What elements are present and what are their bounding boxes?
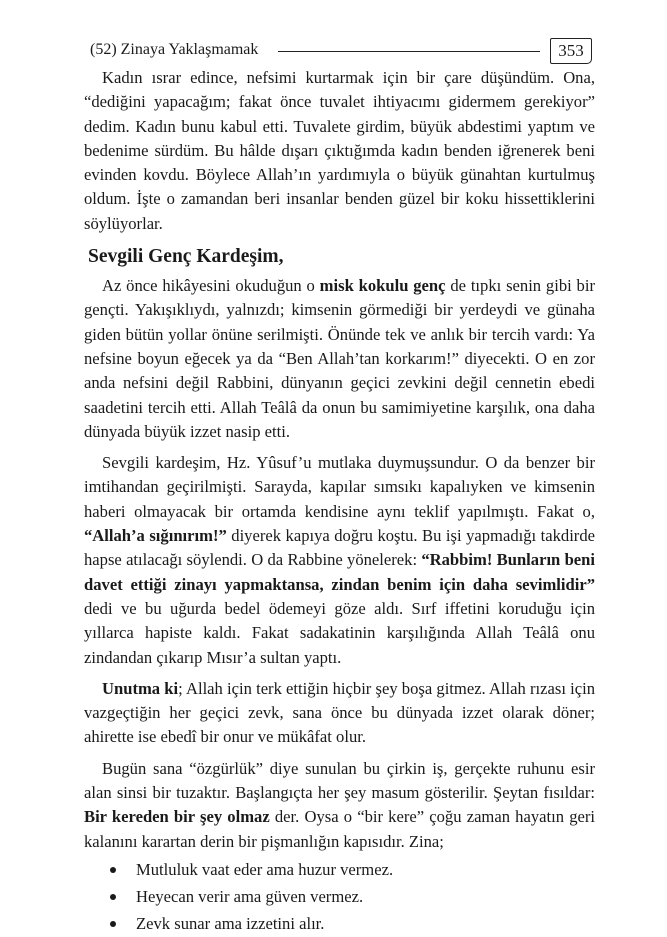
list-item: Mutluluk vaat eder ama huzur vermez. — [136, 856, 595, 883]
page-header — [90, 38, 592, 66]
bold-quote: “Rabbim! Bunların beni davet ettiği zinayı yapmaktansa, zindan benim için daha sevimlidir” — [84, 550, 595, 594]
list-item: Zevk sunar ama izzetini alır. — [136, 910, 595, 937]
page-body — [84, 66, 595, 937]
bold-text: Unutma ki — [102, 678, 179, 698]
bullet-list — [84, 856, 595, 937]
text: der. Oysa o “bir kere” çoğu zaman hayatın geri kalanını karartan derin bir pişmanlığın kapısıdır. Zina; — [84, 807, 595, 851]
paragraph-4 — [84, 677, 595, 750]
bold-text: Bir kereden bir şey olmaz — [84, 807, 270, 827]
running-title: (52) Zinaya Yaklaşmamak — [90, 41, 259, 58]
page-number: 353 — [550, 38, 592, 64]
bold-text: “Allah’a sığınırım!” — [84, 526, 227, 546]
text: Bugün sana “özgürlük” diye sunulan bu çirkin iş, gerçekte ruhunu esir alan sinsi bir tuzaktır. Başlangıçta her şey masum gösterilir. Şeytan fısıldar: — [84, 758, 595, 803]
text: Sevgili kardeşim, Hz. Yûsuf’u mutlaka duymuşsundur. O da benzer bir imtihandan geçirilmişti. Sarayda, kapılar sımsıkı kapalıyken ve kimsenin haberi olmayacak bir ortamda kendisine aynı teklif yapılmıştı. Fakat o, — [84, 453, 595, 521]
bold-text: misk kokulu genç — [319, 276, 446, 296]
text: diyerek kapıya doğru koştu. Bu işi yapmadığı takdirde hapse atılacağı söylendi. O da Rabbine yönelerek: — [84, 526, 595, 570]
header-rule — [278, 51, 540, 52]
list-item: Heyecan verir ama güven vermez. — [136, 883, 595, 910]
text: ; Allah için terk ettiğin hiçbir şey boşa gitmez. Allah rızası için vazgeçtiğin her geçici zevk, sana önce bu dünyada izzet olarak döner; ahirette ise ebedî bir onur ve mükâfat olur. — [84, 678, 595, 747]
paragraph-1: Kadın ısrar edince, nefsimi kurtarmak için bir çare düşündüm. Ona, “dediğini yapacağım; fakat önce tuvalet ihtiyacımı gidermem gerekiyor” dedim. Kadın bunu kabul etti. Tuvalete girdim, büyük abdestimi yaptım ve bedenime sürdüm. Bu hâlde dışarı çıktığımda kadın benden iğrenerek beni evinden kovdu. Böylece Allah’ın yardımıyla o büyük günahtan kurtulmuş oldum. İşte o zamandan beri insanlar benden güzel bir koku hissettiklerini söylüyorlar. — [84, 68, 595, 233]
paragraph-2 — [84, 274, 595, 444]
paragraph-5 — [84, 757, 595, 854]
paragraph-3 — [84, 451, 595, 670]
section-heading: Sevgili Genç Kardeşim, — [88, 246, 284, 268]
text: Az önce hikâyesini okuduğun o — [102, 276, 320, 296]
text: de tıpkı senin gibi bir gençti. Yakışıklıydı, yalnızdı; kimsenin görmediği bir yerdeydi ve günaha giden bütün yollar önüne serilmişti. Önünde tek ve anlık bir tercih vardı: Ya nefsine boyun eğecek ya da “Ben Allah’tan korkarım!” diyecekti. O en zor anda nefsini değil Rabbini, dünyanın geçici zevkini değil cennetin ebedi saadetini tercih etti. Allah Teâlâ da onun bu samimiyetine karşılık, ona daha dünyada büyük izzet nasip etti. — [84, 276, 595, 441]
text: dedi ve bu uğurda bedel ödemeyi göze aldı. Sırf iffetini koruduğu için yıllarca hapiste kaldı. Fakat sadakatinin karşılığında Allah Teâlâ onu zindandan çıkarıp Mısır’a sultan yaptı. — [84, 598, 595, 667]
